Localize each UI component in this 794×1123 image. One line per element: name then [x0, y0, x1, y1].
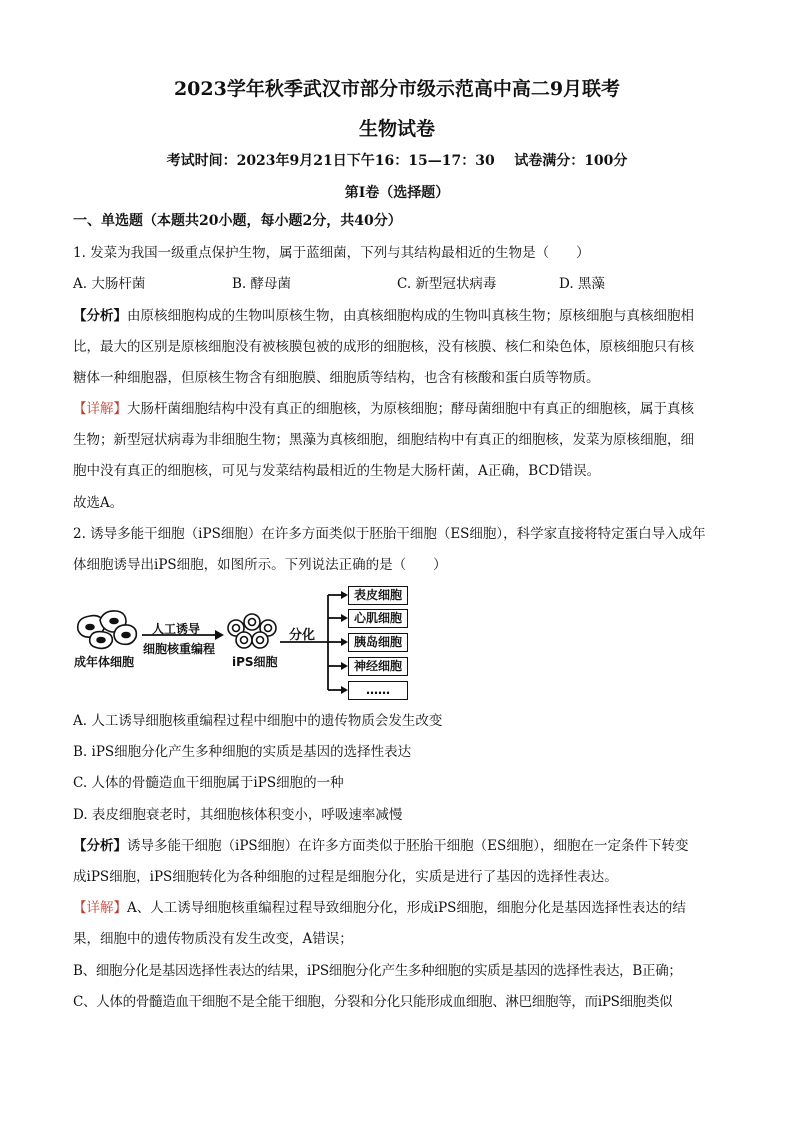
q1-options: [73, 274, 723, 294]
arrow-label-top: 人工诱导: [152, 622, 201, 636]
q1-option-b: B. 酵母菌: [232, 276, 292, 292]
detail-text: A、人工诱导细胞核重编程过程导致细胞分化，形成iPS细胞，细胞分化是基因选择性表达的结: [127, 900, 686, 916]
detail-tag: 【详解】: [73, 401, 127, 417]
q1-analysis-line-1: [73, 306, 723, 326]
analysis-tag: 【分析】: [73, 308, 127, 324]
q2-stem-line-1: 2. 诱导多能干细胞（iPS细胞）在许多方面类似于胚胎干细胞（ES细胞），科学家直接将特定蛋白导入成年: [73, 526, 706, 542]
ips-diagram: [70, 580, 430, 705]
q1-detail-line-2: 生物；新型冠状病毒为非细胞生物；黑藻为真核细胞，细胞结构中有真正的细胞核，发菜为原核细胞，细: [73, 432, 694, 448]
detail-text: 大肠杆菌细胞结构中没有真正的细胞核，为原核细胞；酵母菌细胞中有真正的细胞核，属于真核: [127, 401, 694, 417]
target-box-4: 神经细胞: [348, 657, 408, 676]
ips-cells-icon: [228, 614, 276, 648]
adult-cell-label: 成年体细胞: [74, 655, 135, 669]
analysis-text: 诱导多能干细胞（iPS细胞）在许多方面类似于胚胎干细胞（ES细胞），细胞在一定条件下转变: [127, 838, 689, 854]
q2-option-b: B. iPS细胞分化产生多种细胞的实质是基因的选择性表达: [73, 744, 412, 760]
q1-analysis-line-2: 比，最大的区别是原核细胞没有被核膜包被的成形的细胞核，没有核膜、核仁和染色体，原核细胞只有核: [73, 339, 694, 355]
q1-answer: 故选A。: [73, 495, 124, 511]
analysis-text: 由原核细胞构成的生物叫原核生物，由真核细胞构成的生物叫真核生物；原核细胞与真核细胞相: [127, 308, 694, 324]
q2-analysis-line-1: [73, 836, 723, 856]
q2-option-c: C. 人体的骨髓造血干细胞属于iPS细胞的一种: [73, 775, 344, 791]
q2-analysis-line-2: 成iPS细胞，iPS细胞转化为各种细胞的过程是细胞分化，实质是进行了基因的选择性表达。: [73, 869, 618, 885]
arrow-label-bottom: 细胞核重编程: [143, 642, 216, 656]
exam-info: 考试时间：2023年9月21日下午16：15—17：30 试卷满分：100分: [166, 153, 628, 169]
analysis-tag: 【分析】: [73, 838, 127, 854]
q2-detail-line-4: C、人体的骨髓造血干细胞不是全能干细胞，分裂和分化只能形成血细胞、淋巴细胞等，而iPS细胞类似: [73, 994, 673, 1010]
adult-cells-icon: [78, 611, 137, 648]
q2-option-a: A. 人工诱导细胞核重编程过程中细胞中的遗传物质会发生改变: [73, 713, 443, 729]
q2-detail-line-2: 果，细胞中的遗传物质没有发生改变，A错误；: [73, 931, 353, 947]
q2-detail-line-1: [73, 898, 723, 918]
diff-label: 分化: [289, 628, 316, 643]
target-box-5: ……: [348, 681, 408, 700]
target-box-3: 胰岛细胞: [348, 633, 408, 652]
detail-tag: 【详解】: [73, 900, 127, 916]
q1-option-c: C. 新型冠状病毒: [397, 276, 497, 292]
q1-option-d: D. 黑藻: [559, 276, 605, 292]
q1-stem: 1. 发菜为我国一级重点保护生物，属于蓝细菌，下列与其结构最相近的生物是（ ）: [73, 245, 590, 261]
section-heading: 一、单选题（本题共20小题，每小题2分，共40分）: [73, 213, 402, 229]
target-box-1: 表皮细胞: [348, 586, 408, 605]
q2-option-d: D. 表皮细胞衰老时，其细胞核体积变小，呼吸速率减慢: [73, 807, 403, 823]
q2-detail-line-3: B、细胞分化是基因选择性表达的结果，iPS细胞分化产生多种细胞的实质是基因的选择性表达，B正确；: [73, 963, 682, 979]
q1-analysis-line-3: 糖体一种细胞器，但原核生物含有细胞膜、细胞质等结构，也含有核酸和蛋白质等物质。: [73, 370, 600, 386]
q1-option-a: A. 大肠杆菌: [73, 276, 146, 292]
ips-cell-label: iPS细胞: [232, 655, 278, 669]
q1-detail-line-3: 胞中没有真正的细胞核，可见与发菜结构最相近的生物是大肠杆菌，A正确，BCD错误。: [73, 463, 601, 479]
q1-detail-line-1: [73, 399, 723, 419]
volume-title: 第Ⅰ卷（选择题）: [344, 185, 450, 201]
exam-title: 2023学年秋季武汉市部分市级示范高中高二9月联考: [173, 78, 621, 100]
target-box-2: 心肌细胞: [348, 609, 408, 628]
subject-title: 生物试卷: [358, 118, 435, 140]
q2-stem-line-2: 体细胞诱导出iPS细胞，如图所示。下列说法正确的是（ ）: [73, 557, 447, 573]
